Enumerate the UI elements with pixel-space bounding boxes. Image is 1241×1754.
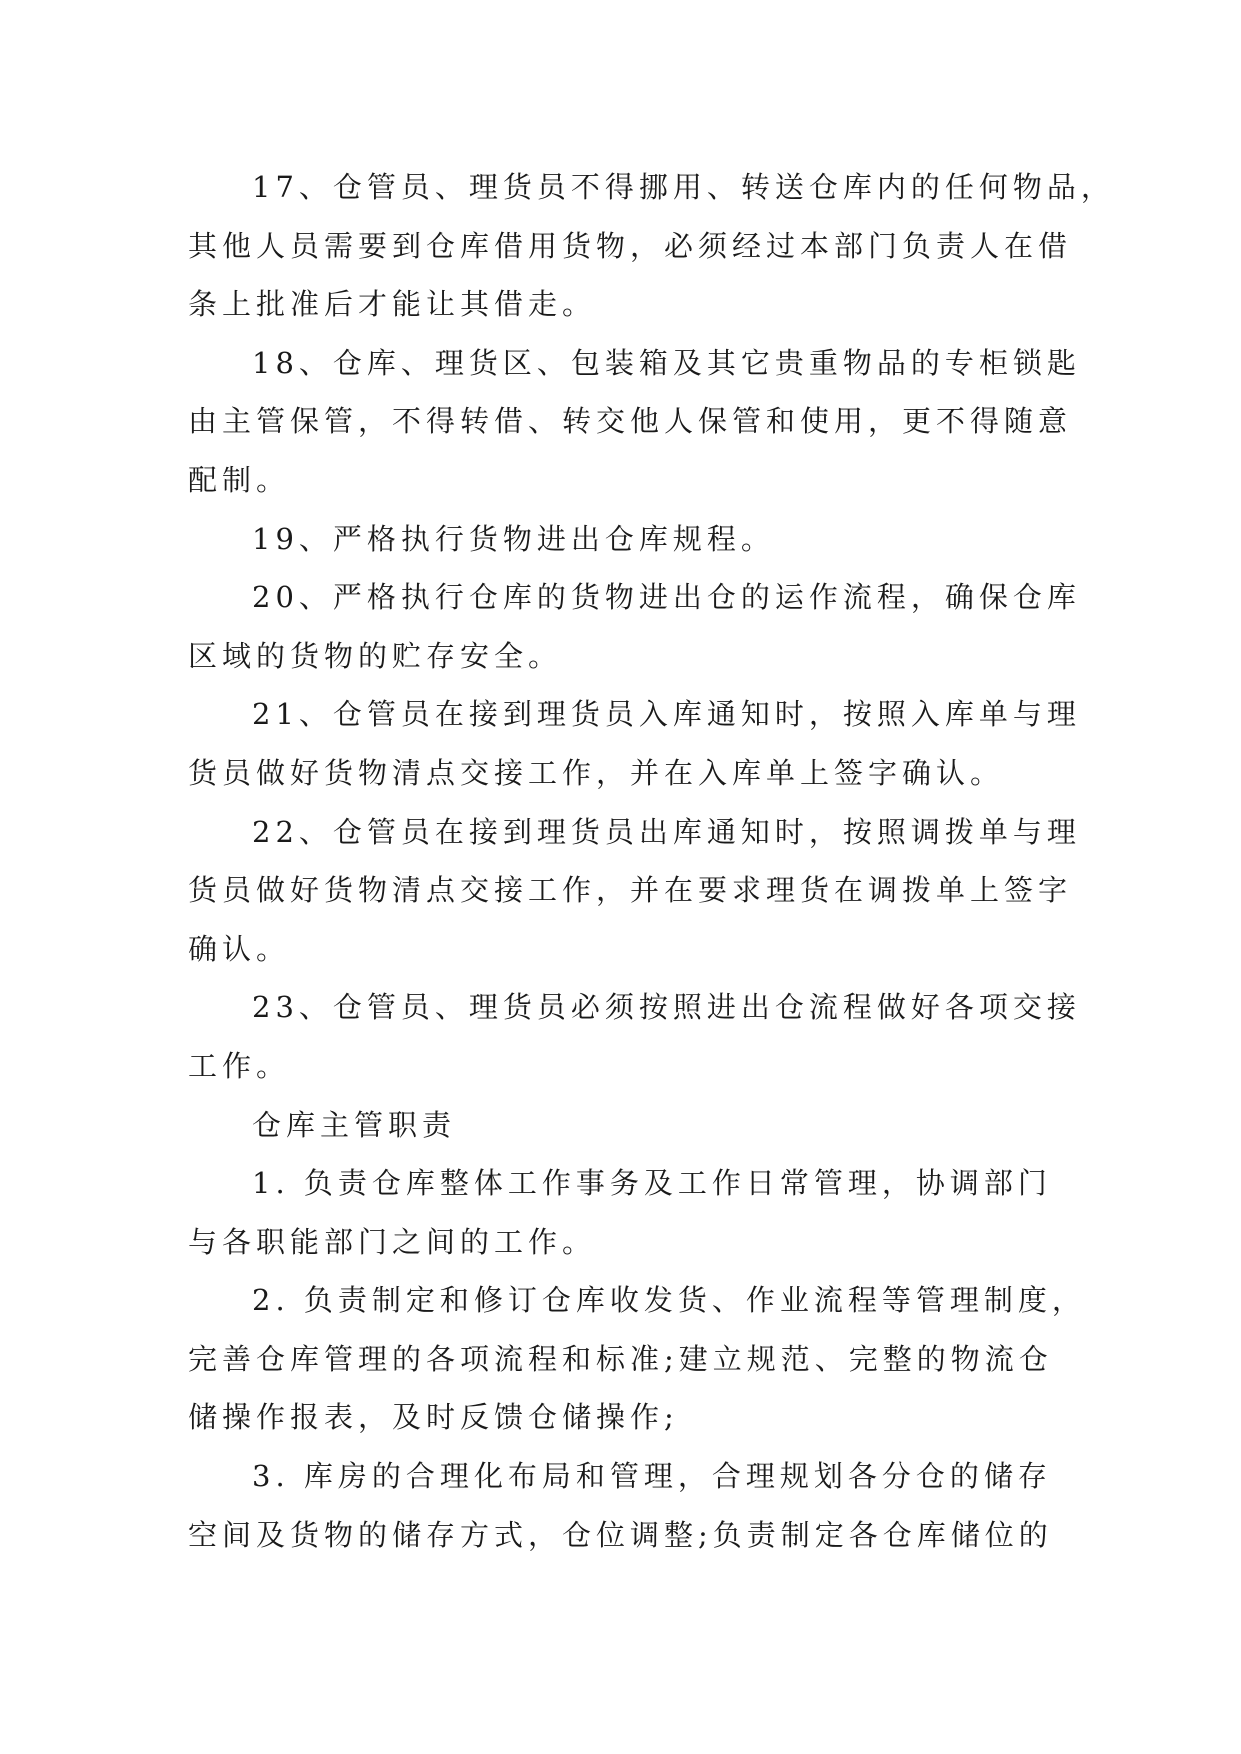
text-line: 1. 负责仓库整体工作事务及工作日常管理，协调部门 [252,1166,1052,1201]
text-line: 货员做好货物清点交接工作，并在入库单上签字确认。 [188,755,1005,790]
text-line: 20、严格执行仓库的货物进出仓的运作流程，确保仓库 [252,580,1081,615]
text-line: 17、仓管员、理货员不得挪用、转送仓库内的任何物品， [252,170,1115,204]
text-line: 其他人员需要到仓库借用货物，必须经过本部门负责人在借 [188,228,1073,263]
document-body [188,158,1115,1564]
text-line: 由主管保管，不得转借、转交他人保管和使用，更不得随意 [188,404,1073,439]
section-heading: 仓库主管职责 [252,1107,457,1142]
text-line: 工作。 [188,1048,291,1083]
text-line: 确认。 [188,931,291,966]
text-line: 货员做好货物清点交接工作，并在要求理货在调拨单上签字 [188,873,1073,908]
text-line: 22、仓管员在接到理货员出库通知时，按照调拨单与理 [252,814,1081,849]
text-line: 21、仓管员在接到理货员入库通知时，按照入库单与理 [252,697,1081,732]
text-line: 与各职能部门之间的工作。 [188,1224,597,1259]
text-line: 储操作报表，及时反馈仓储操作; [188,1400,679,1435]
text-line: 2. 负责制定和修订仓库收发货、作业流程等管理制度， [252,1283,1086,1318]
text-line: 18、仓库、理货区、包装箱及其它贵重物品的专柜锁匙 [252,345,1081,380]
text-line: 完善仓库管理的各项流程和标准;建立规范、完整的物流仓 [188,1341,1053,1376]
text-line: 3. 库房的合理化布局和管理，合理规划各分仓的储存 [252,1459,1052,1494]
text-line: 23、仓管员、理货员必须按照进出仓流程做好各项交接 [252,990,1081,1025]
text-line: 条上批准后才能让其借走。 [188,287,597,322]
text-line: 区域的货物的贮存安全。 [188,638,563,673]
text-line: 空间及货物的储存方式，仓位调整;负责制定各仓库储位的 [188,1517,1053,1552]
text-line: 配制。 [188,462,291,497]
text-line: 19、严格执行货物进出仓库规程。 [252,521,775,556]
